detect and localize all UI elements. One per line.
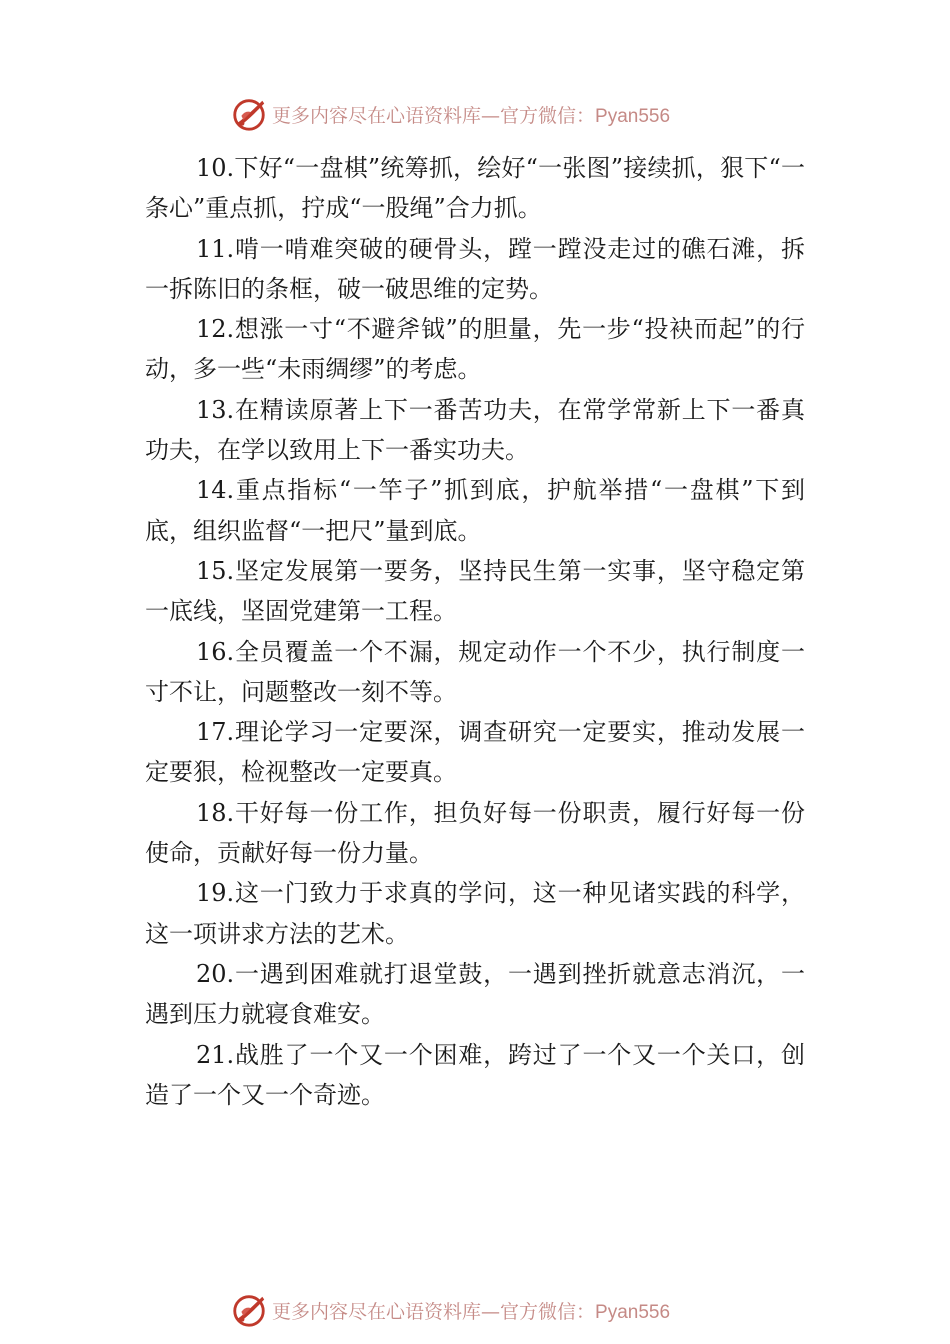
paragraph-16: 16.全员覆盖一个不漏，规定动作一个不少，执行制度一寸不让，问题整改一刻不等。: [145, 637, 805, 706]
paragraph-13: 13.在精读原著上下一番苦功夫，在常学常新上下一番真功夫，在学以致用上下一番实功夫。: [145, 395, 805, 465]
paragraph-14: 14.重点指标“一竿子”抓到底，护航举措“一盘棋”下到底，组织监督“一把尺”量到底。: [145, 476, 805, 545]
paragraph-17: 17.理论学习一定要深，调查研究一定要实，推动发展一定要狠，检视整改一定要真。: [145, 718, 805, 787]
paragraph-19: 19.这一门致力于求真的学问，这一种见诸实践的科学，这一项讲求方法的艺术。: [145, 879, 805, 948]
paragraph-21: 21.战胜了一个又一个困难，跨过了一个又一个关口，创造了一个又一个奇迹。: [145, 1040, 805, 1109]
footer-banner-text: 更多内容尽在心语资料库—官方微信：Pyan556: [272, 1300, 671, 1323]
footer-banner: [230, 1290, 730, 1330]
header-banner: [230, 94, 730, 134]
paragraph-10: 10.下好“一盘棋”统筹抓，绘好“一张图”接续抓，狠下“一条心”重点抓，拧成“一股绳”合力抓。: [145, 154, 805, 223]
document-body: [145, 148, 805, 1115]
paragraph-11: 11.啃一啃难突破的硬骨头，蹚一蹚没走过的礁石滩，拆一拆陈旧的条框，破一破思维的定势。: [145, 234, 805, 303]
paragraph-20: 20.一遇到困难就打退堂鼓，一遇到挫折就意志消沉，一遇到压力就寝食难安。: [145, 959, 805, 1029]
header-banner-text: 更多内容尽在心语资料库—官方微信：Pyan556: [272, 104, 671, 127]
paragraph-15: 15.坚定发展第一要务，坚持民生第一实事，坚守稳定第一底线，坚固党建第一工程。: [145, 556, 805, 626]
paragraph-12: 12.想涨一寸“不避斧钺”的胆量，先一步“投袂而起”的行动，多一些“未雨绸缪”的考虑。: [145, 315, 805, 384]
paragraph-18: 18.干好每一份工作，担负好每一份职责，履行好每一份使命，贡献好每一份力量。: [145, 798, 805, 868]
pen-logo-icon: [230, 95, 268, 133]
pen-logo-icon: [230, 1291, 268, 1329]
